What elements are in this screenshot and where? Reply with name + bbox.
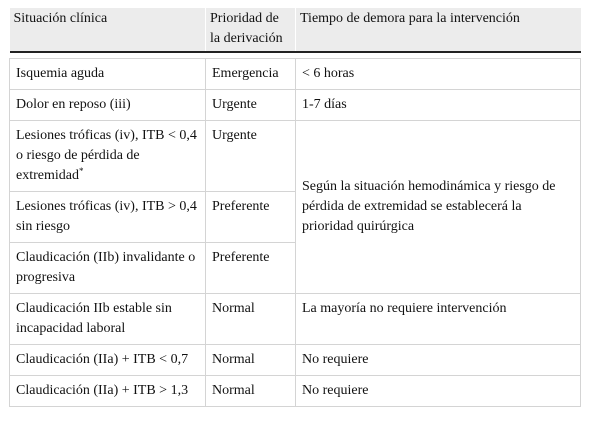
cell-situation: Claudicación (IIa) + ITB > 1,3 [10, 375, 206, 406]
header-row [10, 8, 581, 52]
cell-situation: Claudicación (IIa) + ITB < 0,7 [10, 344, 206, 375]
cell-situation-text: Lesiones tróficas (iv), ITB < 0,4 o riesgo de pérdida de extremidad [16, 127, 197, 183]
cell-situation: Dolor en reposo (iii) [10, 89, 206, 120]
cell-delay: 1-7 días [296, 89, 581, 120]
cell-delay-merged: Según la situación hemodinámica y riesgo de pérdida de extremidad se establecerá la prioridad quirúrgica [296, 120, 581, 293]
header-situation: Situación clínica [10, 8, 206, 52]
table-row [10, 58, 581, 89]
cell-situation: Isquemia aguda [10, 58, 206, 89]
table-row [10, 375, 581, 406]
table-row [10, 120, 581, 191]
cell-priority: Urgente [206, 89, 296, 120]
cell-priority: Preferente [206, 191, 296, 242]
table-header [10, 8, 581, 52]
cell-delay: < 6 horas [296, 58, 581, 89]
table-body [10, 52, 581, 406]
cell-priority: Emergencia [206, 58, 296, 89]
referral-priority-table [9, 8, 581, 407]
table-row [10, 89, 581, 120]
referral-priority-table-container [9, 8, 580, 407]
cell-situation: Lesiones tróficas (iv), ITB > 0,4 sin riesgo [10, 191, 206, 242]
cell-delay: No requiere [296, 375, 581, 406]
cell-priority: Urgente [206, 120, 296, 191]
cell-priority: Normal [206, 293, 296, 344]
header-priority: Prioridad de la derivación [206, 8, 296, 52]
header-delay: Tiempo de demora para la intervención [296, 8, 581, 52]
cell-priority: Preferente [206, 242, 296, 293]
cell-delay: No requiere [296, 344, 581, 375]
cell-situation [10, 120, 206, 191]
cell-delay: La mayoría no requiere intervención [296, 293, 581, 344]
cell-priority: Normal [206, 344, 296, 375]
cell-situation: Claudicación (IIb) invalidante o progresiva [10, 242, 206, 293]
table-row [10, 293, 581, 344]
cell-priority: Normal [206, 375, 296, 406]
footnote-marker: * [78, 165, 84, 176]
table-row [10, 344, 581, 375]
cell-situation: Claudicación IIb estable sin incapacidad laboral [10, 293, 206, 344]
